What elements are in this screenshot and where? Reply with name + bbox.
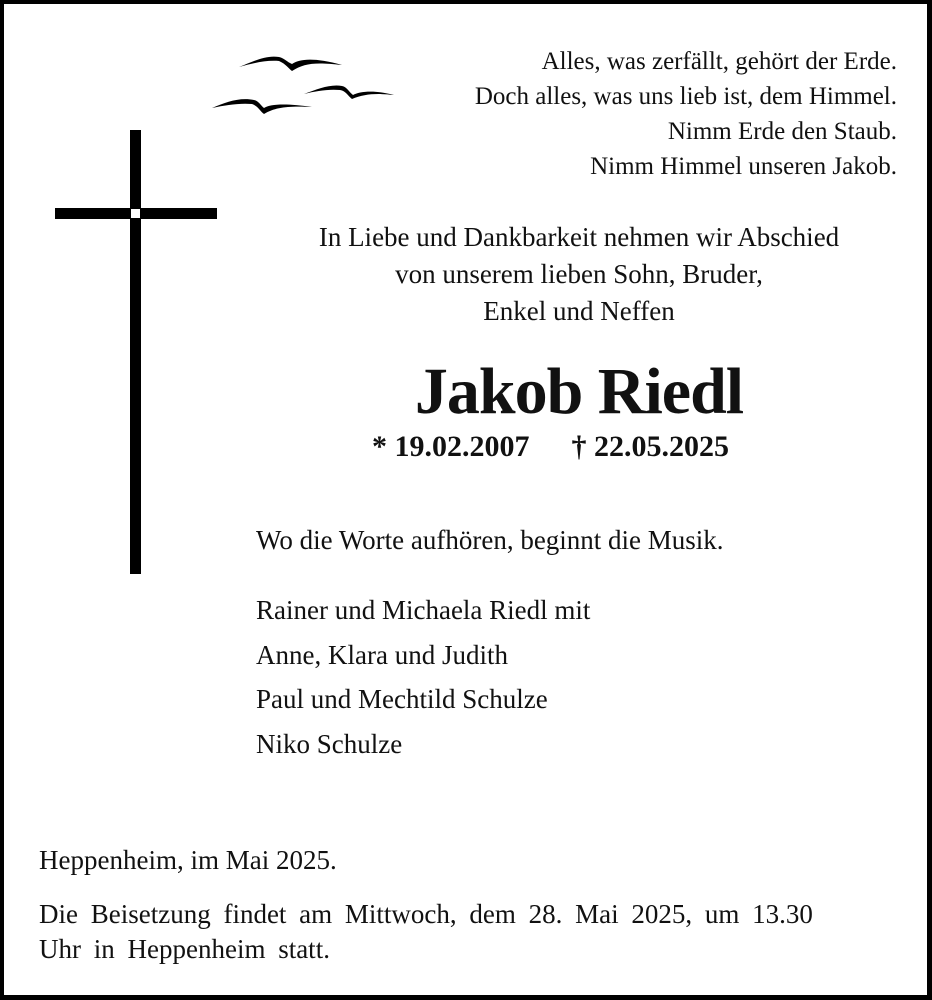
- intro-line: Enkel und Neffen: [483, 296, 675, 326]
- place-date: Heppenheim, im Mai 2025.: [39, 845, 337, 875]
- poem-line: Nimm Himmel unseren Jakob.: [590, 153, 897, 180]
- death-date: † 22.05.2025: [571, 430, 729, 463]
- poem-line: Nimm Erde den Staub.: [667, 118, 897, 145]
- intro-line: In Liebe und Dankbarkeit nehmen wir Abschied: [318, 222, 840, 252]
- cross-icon: [130, 130, 141, 574]
- mourner-line: Anne, Klara und Judith: [256, 639, 508, 670]
- poem-line: Doch alles, was uns lieb ist, dem Himmel.: [474, 83, 897, 110]
- funeral-notice: Die Beisetzung findet am Mittwoch, dem 28. Mai 2025, um 13.30 Uhr in Heppenheim statt.: [39, 899, 813, 964]
- flying-birds-icon: [204, 44, 404, 119]
- mourner-line: Rainer und Michaela Riedl mit: [256, 595, 591, 625]
- intro-line: von unserem lieben Sohn, Bruder,: [395, 259, 763, 289]
- farewell-intro: [254, 219, 904, 330]
- deceased-name: Jakob Riedl: [414, 355, 744, 428]
- mourner-line: Paul und Mechtild Schulze: [256, 684, 548, 714]
- motto: Wo die Worte aufhören, beginnt die Musik.: [256, 525, 724, 555]
- mourners-list: [256, 588, 590, 766]
- mourner-line: Niko Schulze: [256, 728, 403, 759]
- cross-center: [131, 209, 140, 218]
- poem-line: Alles, was zerfällt, gehört der Erde.: [541, 48, 897, 75]
- life-dates: [372, 429, 729, 465]
- poem: [475, 44, 897, 184]
- birth-date: * 19.02.2007: [372, 430, 530, 463]
